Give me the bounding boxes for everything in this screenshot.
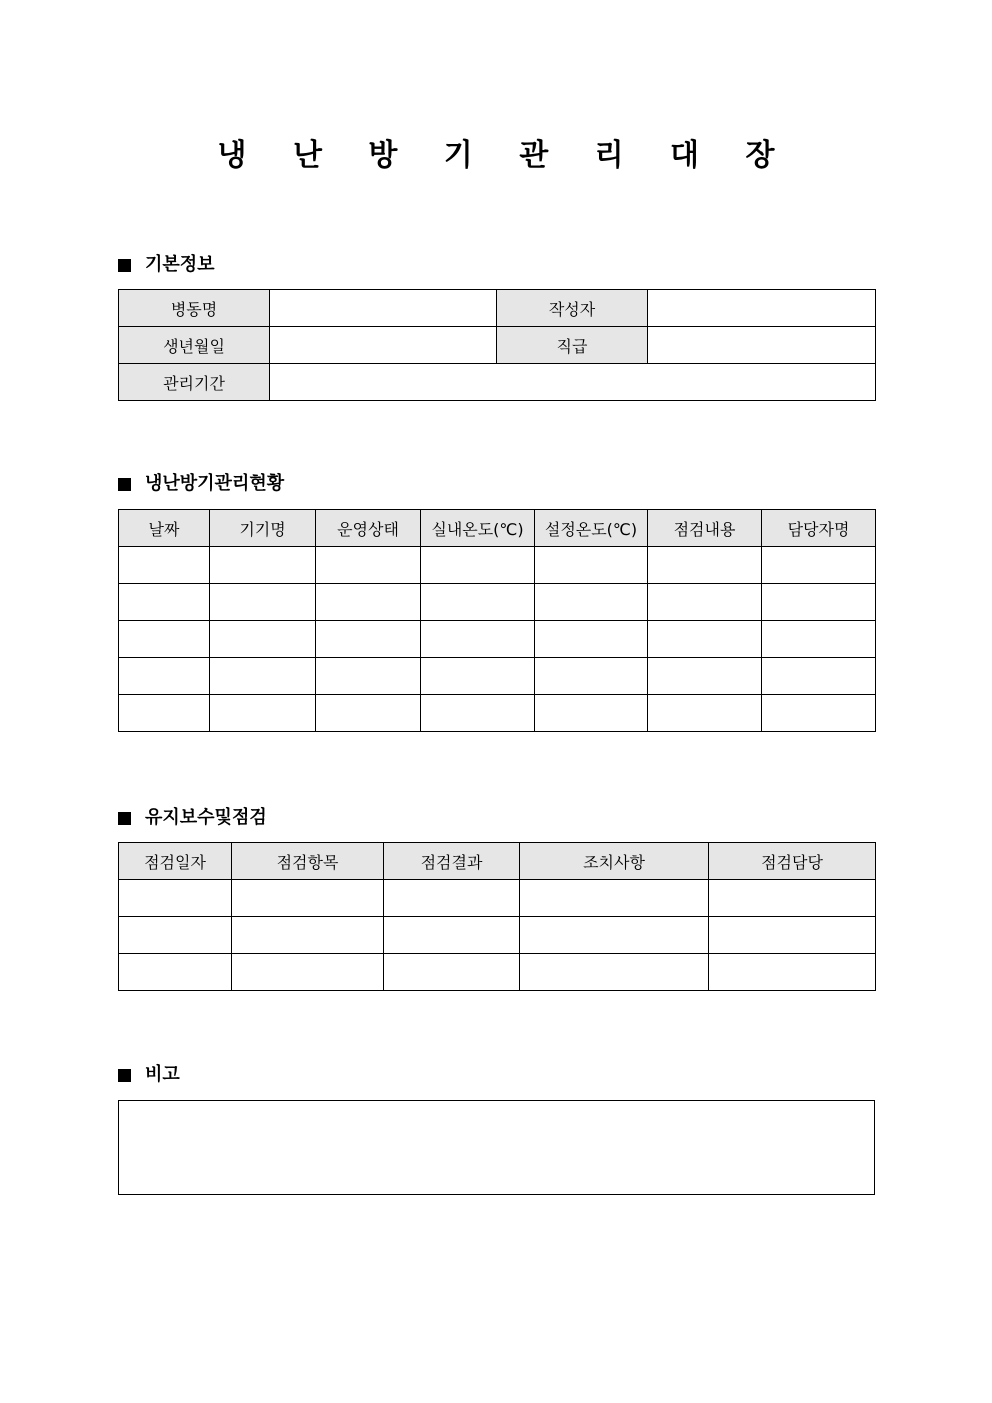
table-cell[interactable] bbox=[232, 954, 384, 991]
table-row bbox=[119, 547, 876, 584]
table-cell[interactable] bbox=[762, 621, 876, 658]
position-label: 직급 bbox=[497, 327, 648, 364]
table-cell[interactable] bbox=[119, 917, 232, 954]
table-row bbox=[119, 917, 876, 954]
maintenance-table bbox=[118, 842, 876, 991]
writer-field[interactable] bbox=[648, 290, 876, 327]
table-cell[interactable] bbox=[421, 658, 535, 695]
column-header-set-temp: 설정온도(℃) bbox=[535, 510, 648, 547]
square-bullet-icon bbox=[118, 1069, 131, 1082]
remarks-heading-text: 비고 bbox=[145, 1064, 180, 1085]
table-row bbox=[119, 584, 876, 621]
table-row bbox=[119, 658, 876, 695]
period-field[interactable] bbox=[270, 364, 876, 401]
table-cell[interactable] bbox=[210, 547, 316, 584]
basic-info-heading-text: 기본정보 bbox=[145, 254, 215, 275]
table-cell[interactable] bbox=[384, 917, 520, 954]
table-cell[interactable] bbox=[421, 584, 535, 621]
table-cell[interactable] bbox=[535, 658, 648, 695]
table-cell[interactable] bbox=[421, 695, 535, 732]
table-row bbox=[119, 695, 876, 732]
table-cell[interactable] bbox=[520, 917, 709, 954]
table-cell[interactable] bbox=[535, 584, 648, 621]
table-cell[interactable] bbox=[119, 954, 232, 991]
position-field[interactable] bbox=[648, 327, 876, 364]
table-cell[interactable] bbox=[520, 880, 709, 917]
basic-info-table bbox=[118, 289, 876, 401]
table-cell[interactable] bbox=[316, 547, 421, 584]
basic-info-heading bbox=[118, 253, 215, 277]
maintenance-heading bbox=[118, 806, 267, 830]
column-header-device: 기기명 bbox=[210, 510, 316, 547]
table-cell[interactable] bbox=[709, 880, 876, 917]
table-cell[interactable] bbox=[384, 880, 520, 917]
column-header-action: 조치사항 bbox=[520, 843, 709, 880]
table-cell[interactable] bbox=[119, 658, 210, 695]
table-cell[interactable] bbox=[210, 695, 316, 732]
column-header-operation: 운영상태 bbox=[316, 510, 421, 547]
table-cell[interactable] bbox=[762, 658, 876, 695]
table-cell[interactable] bbox=[232, 880, 384, 917]
table-row bbox=[119, 954, 876, 991]
status-table bbox=[118, 509, 876, 732]
table-cell[interactable] bbox=[119, 621, 210, 658]
birthdate-field[interactable] bbox=[270, 327, 497, 364]
table-cell[interactable] bbox=[762, 547, 876, 584]
table-cell[interactable] bbox=[232, 917, 384, 954]
table-cell[interactable] bbox=[210, 584, 316, 621]
table-cell[interactable] bbox=[535, 621, 648, 658]
ward-label: 병동명 bbox=[119, 290, 270, 327]
square-bullet-icon bbox=[118, 478, 131, 491]
table-cell[interactable] bbox=[709, 917, 876, 954]
column-header-inspection: 점검내용 bbox=[648, 510, 762, 547]
table-cell[interactable] bbox=[316, 584, 421, 621]
period-label: 관리기간 bbox=[119, 364, 270, 401]
table-cell[interactable] bbox=[316, 658, 421, 695]
remarks-heading bbox=[118, 1063, 180, 1087]
status-heading-text: 냉난방기관리현황 bbox=[145, 473, 285, 494]
table-cell[interactable] bbox=[762, 695, 876, 732]
square-bullet-icon bbox=[118, 812, 131, 825]
table-cell[interactable] bbox=[520, 954, 709, 991]
writer-label: 작성자 bbox=[497, 290, 648, 327]
table-row bbox=[119, 621, 876, 658]
column-header-manager: 담당자명 bbox=[762, 510, 876, 547]
table-cell[interactable] bbox=[648, 621, 762, 658]
status-header-row bbox=[119, 510, 876, 547]
table-cell[interactable] bbox=[648, 547, 762, 584]
table-cell[interactable] bbox=[648, 658, 762, 695]
maintenance-header-row bbox=[119, 843, 876, 880]
table-cell[interactable] bbox=[119, 547, 210, 584]
table-row bbox=[119, 327, 876, 364]
table-cell[interactable] bbox=[535, 695, 648, 732]
table-cell[interactable] bbox=[762, 584, 876, 621]
column-header-inspector: 점검담당 bbox=[709, 843, 876, 880]
table-cell[interactable] bbox=[316, 695, 421, 732]
square-bullet-icon bbox=[118, 259, 131, 272]
table-row bbox=[119, 880, 876, 917]
table-cell[interactable] bbox=[119, 880, 232, 917]
birthdate-label: 생년월일 bbox=[119, 327, 270, 364]
status-heading bbox=[118, 472, 284, 496]
column-header-indoor-temp: 실내온도(℃) bbox=[421, 510, 535, 547]
table-cell[interactable] bbox=[384, 954, 520, 991]
column-header-inspection-result: 점검결과 bbox=[384, 843, 520, 880]
table-cell[interactable] bbox=[421, 621, 535, 658]
table-cell[interactable] bbox=[421, 547, 535, 584]
table-cell[interactable] bbox=[316, 621, 421, 658]
ward-field[interactable] bbox=[270, 290, 497, 327]
column-header-inspection-item: 점검항목 bbox=[232, 843, 384, 880]
table-cell[interactable] bbox=[119, 584, 210, 621]
table-cell[interactable] bbox=[119, 695, 210, 732]
maintenance-heading-text: 유지보수및점검 bbox=[145, 807, 267, 828]
column-header-date: 날짜 bbox=[119, 510, 210, 547]
table-cell[interactable] bbox=[709, 954, 876, 991]
table-cell[interactable] bbox=[648, 584, 762, 621]
remarks-field[interactable] bbox=[118, 1100, 875, 1195]
table-cell[interactable] bbox=[648, 695, 762, 732]
table-row bbox=[119, 364, 876, 401]
table-cell[interactable] bbox=[210, 621, 316, 658]
table-cell[interactable] bbox=[535, 547, 648, 584]
table-cell[interactable] bbox=[210, 658, 316, 695]
column-header-inspection-date: 점검일자 bbox=[119, 843, 232, 880]
document-title: 냉 난 방 기 관 리 대 장 bbox=[217, 138, 793, 173]
table-row bbox=[119, 290, 876, 327]
